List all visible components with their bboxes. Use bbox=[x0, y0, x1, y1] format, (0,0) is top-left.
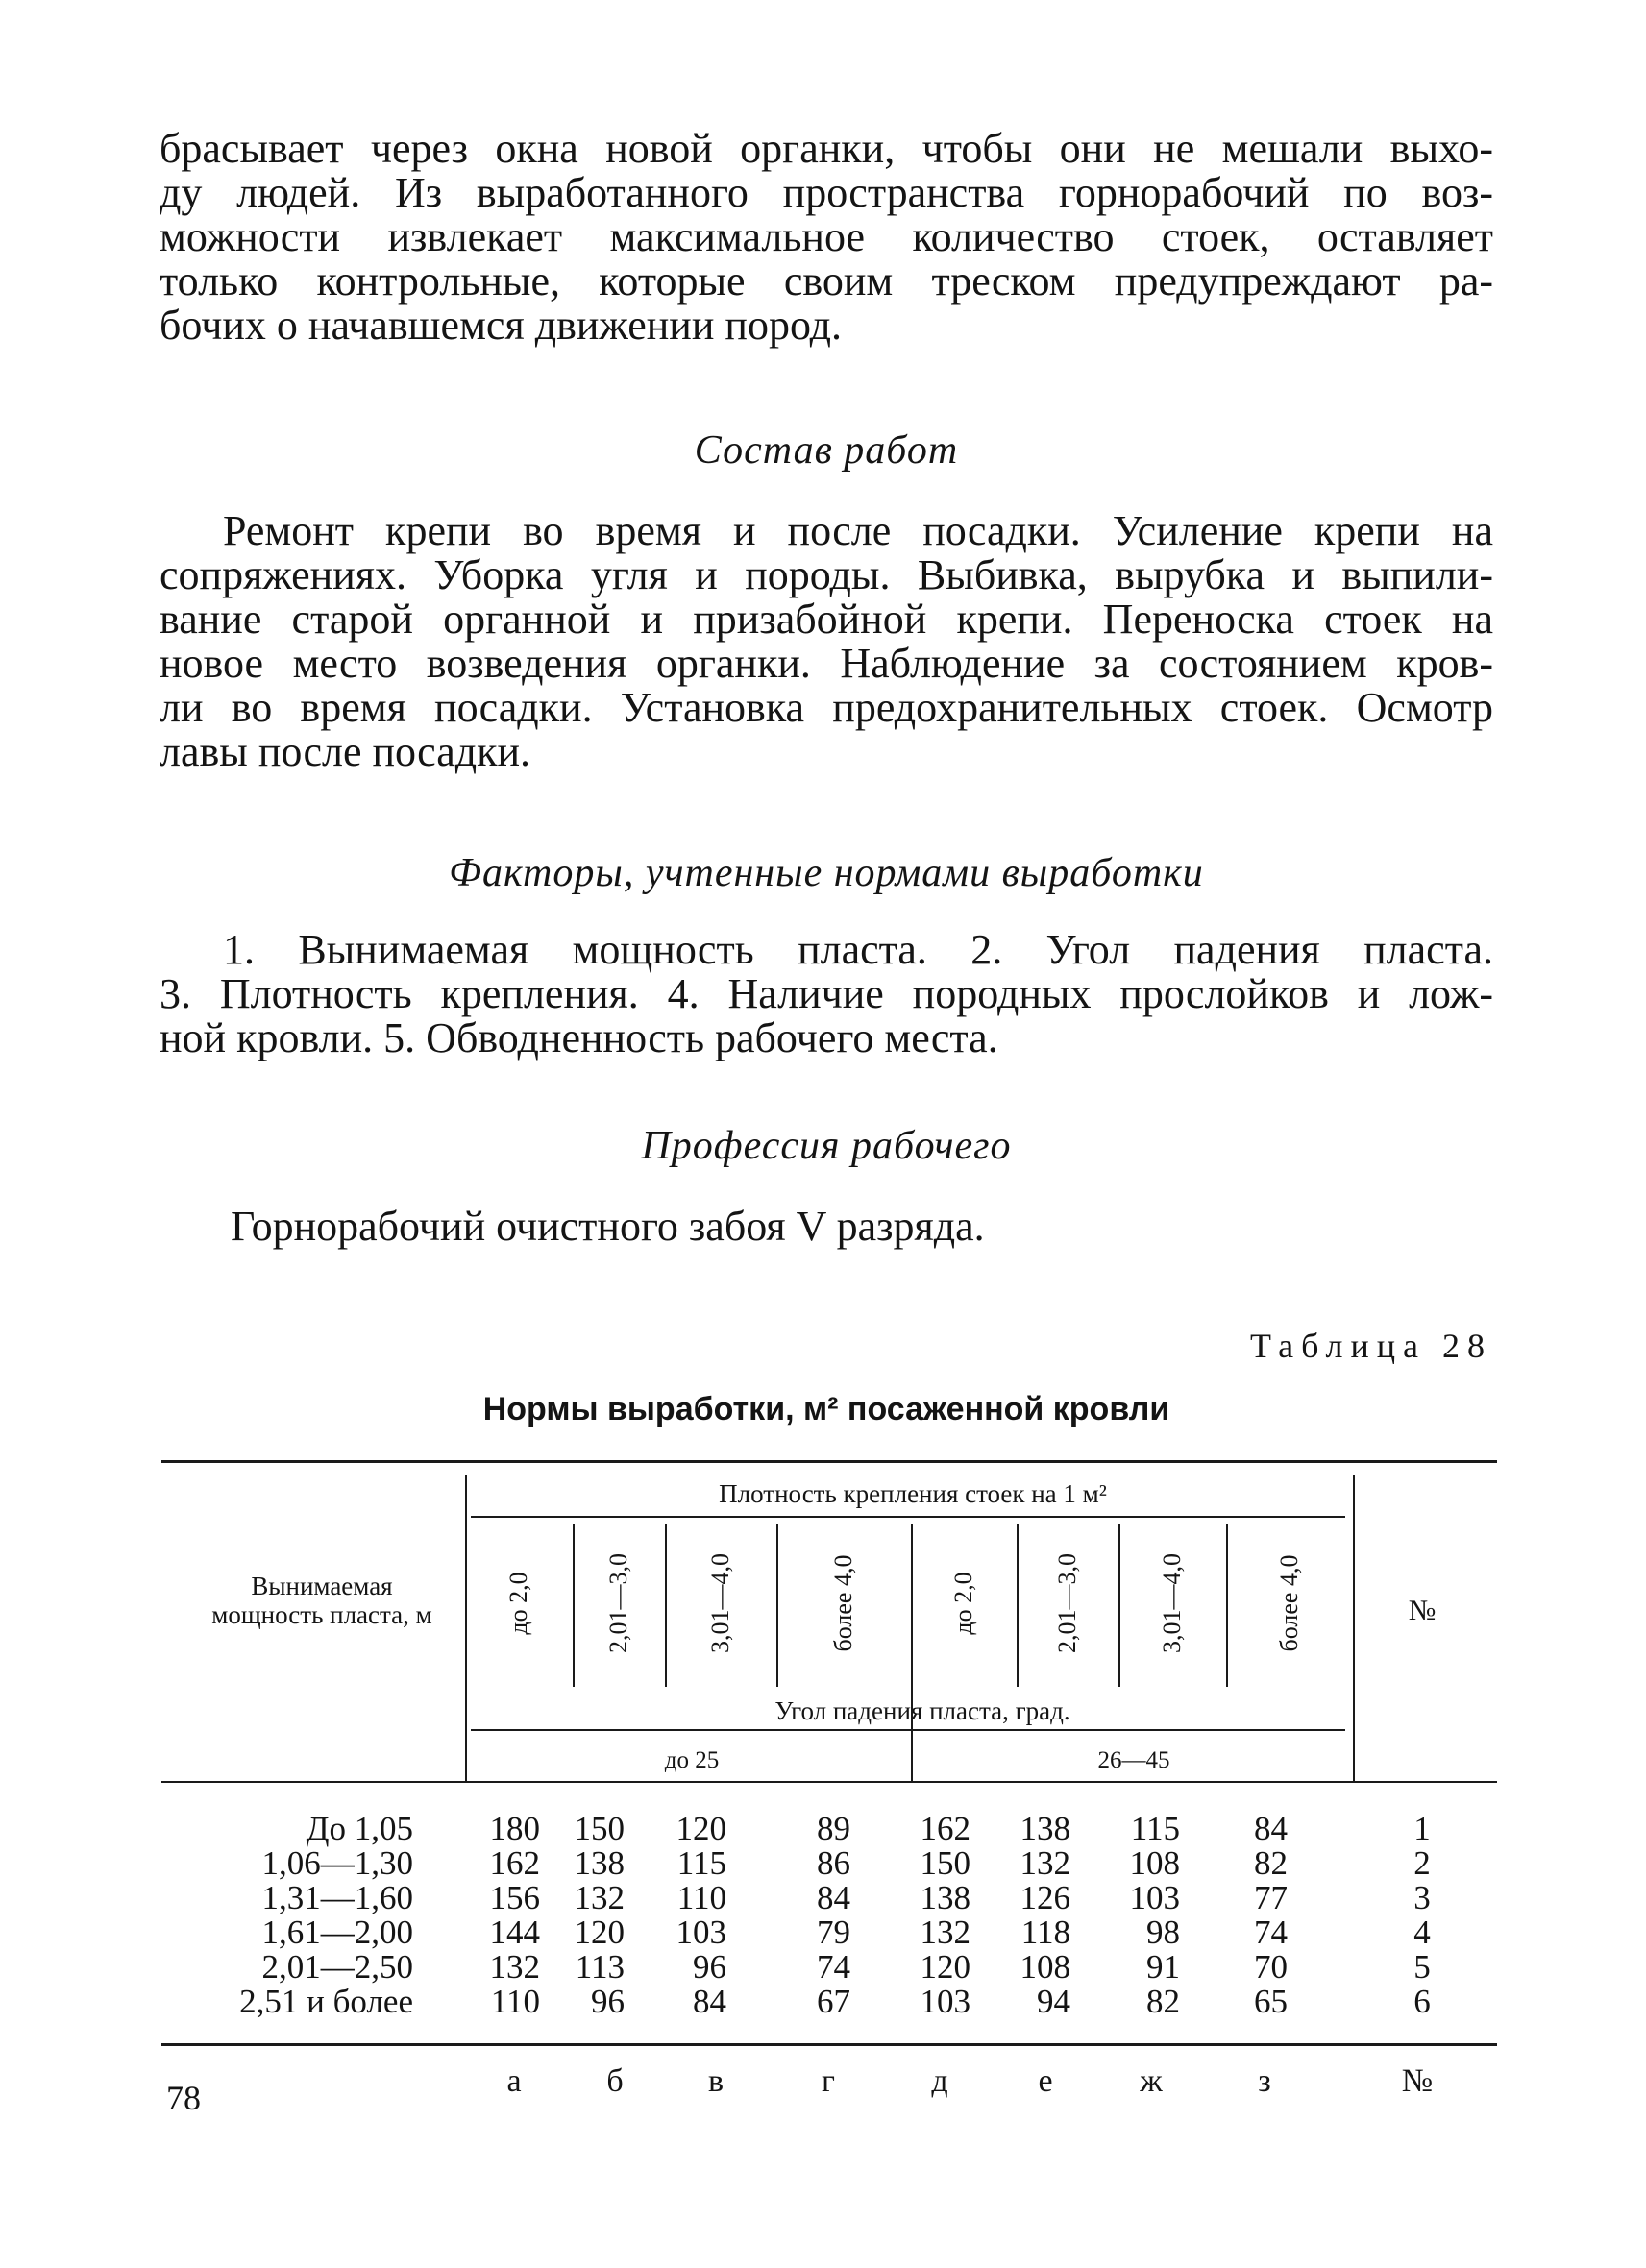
text-line: сопряжениях. Уборка угля и породы. Выбивка, вырубка и выпили- bbox=[160, 551, 1493, 598]
text-line: ли во время посадки. Установка предохранительных стоек. Осмотр bbox=[160, 684, 1493, 731]
density-col-label: до 2,0 bbox=[504, 1572, 532, 1635]
table-cell: 150 bbox=[920, 1844, 970, 1882]
section-heading-work: Состав работ bbox=[694, 428, 959, 473]
col-divider bbox=[911, 1524, 913, 1783]
table-cell: 108 bbox=[1020, 1948, 1070, 1986]
density-col-label: более 4,0 bbox=[829, 1554, 857, 1652]
density-col-label: 3,01—4,0 bbox=[1158, 1553, 1186, 1653]
table-cell: 89 bbox=[817, 1810, 850, 1847]
table-cell: 103 bbox=[1129, 1879, 1180, 1916]
table-title: Нормы выработки, м² посаженной кровли bbox=[482, 1391, 1170, 1427]
table-cell: 74 bbox=[817, 1948, 850, 1986]
table-cell: 115 bbox=[1130, 1810, 1180, 1847]
column-letter: а bbox=[506, 2063, 522, 2099]
table-number: Таблица 28 bbox=[1250, 1327, 1492, 1365]
work-paragraph bbox=[160, 509, 1493, 774]
table-cell: 84 bbox=[1254, 1810, 1288, 1847]
text-line: только контрольные, которые своим треском предупреждают ра- bbox=[160, 257, 1493, 305]
table-row-label: 1,61—2,00 bbox=[261, 1914, 413, 1951]
section-heading-factors: Факторы, учтенные нормами выработки bbox=[449, 851, 1204, 895]
text-line: можности извлекает максимальное количество стоек, оставляет bbox=[160, 213, 1493, 260]
table-row-number: 1 bbox=[1413, 1810, 1431, 1847]
table-cell: 144 bbox=[489, 1914, 540, 1951]
table-cell: 120 bbox=[676, 1810, 726, 1847]
table-cell: 113 bbox=[575, 1948, 625, 1986]
table-cell: 180 bbox=[489, 1810, 540, 1847]
text-line: 1. Вынимаемая мощность пласта. 2. Угол падения пласта. bbox=[223, 926, 1493, 973]
text-line: ной кровли. 5. Обводненность рабочего места. bbox=[160, 1014, 998, 1061]
table-cell: 150 bbox=[574, 1810, 625, 1847]
col-divider bbox=[1226, 1524, 1228, 1687]
col-divider bbox=[1017, 1524, 1019, 1687]
text-line: ду людей. Из выработанного пространства горнорабочий по воз- bbox=[160, 169, 1493, 216]
table-cell: 96 bbox=[591, 1983, 625, 2020]
table-cell: 138 bbox=[574, 1844, 625, 1882]
density-col-label: 2,01—3,0 bbox=[604, 1553, 632, 1653]
table-cell: 84 bbox=[693, 1983, 726, 2020]
column-letter: в bbox=[707, 2063, 725, 2099]
density-col-label: до 2,0 bbox=[949, 1572, 977, 1635]
table-cell: 91 bbox=[1146, 1948, 1180, 1986]
table-row-label: До 1,05 bbox=[306, 1810, 413, 1847]
table-cell: 98 bbox=[1146, 1914, 1180, 1951]
density-col-label: 3,01—4,0 bbox=[706, 1553, 734, 1653]
table-cell: 110 bbox=[676, 1879, 726, 1916]
table-cell: 115 bbox=[676, 1844, 726, 1882]
table-cell: 162 bbox=[489, 1844, 540, 1882]
column-letter: з bbox=[1258, 2063, 1271, 2099]
table-cell: 118 bbox=[1020, 1914, 1070, 1951]
text-line: брасывает через окна новой органки, чтобы они не мешали выхо- bbox=[160, 125, 1493, 172]
table-top-rule bbox=[161, 1460, 1497, 1463]
footer-number-symbol: № bbox=[1401, 2063, 1434, 2099]
column-letter: б bbox=[606, 2063, 624, 2099]
table-cell: 126 bbox=[1020, 1879, 1070, 1916]
table-header-rule bbox=[161, 1781, 1497, 1783]
table-cell: 96 bbox=[693, 1948, 726, 1986]
column-letter: е bbox=[1038, 2063, 1053, 2099]
table-cell: 67 bbox=[817, 1983, 850, 2020]
table-row-number: 4 bbox=[1413, 1914, 1431, 1951]
text-line: Горнорабочий очистного забоя V разряда. bbox=[231, 1203, 985, 1250]
text-line: бочих о начавшемся движении пород. bbox=[160, 302, 843, 349]
table-cell: 138 bbox=[1020, 1810, 1070, 1847]
number-header: № bbox=[1408, 1595, 1437, 1626]
angle-group-1: до 25 bbox=[664, 1747, 720, 1773]
table-row-label: 1,31—1,60 bbox=[261, 1879, 413, 1916]
density-header: Плотность крепления стоек на 1 м² bbox=[719, 1479, 1107, 1508]
table-cell: 132 bbox=[489, 1948, 540, 1986]
table-cell: 65 bbox=[1254, 1983, 1288, 2020]
table-cell: 70 bbox=[1254, 1948, 1288, 1986]
table-row-label: 1,06—1,30 bbox=[261, 1844, 413, 1882]
table-row-label: 2,01—2,50 bbox=[261, 1948, 413, 1986]
col-divider bbox=[1118, 1524, 1120, 1687]
table-cell: 132 bbox=[1020, 1844, 1070, 1882]
text-line: лавы после посадки. bbox=[160, 728, 531, 775]
density-under-rule bbox=[471, 1516, 1345, 1518]
intro-paragraph bbox=[160, 127, 1493, 348]
table-cell: 74 bbox=[1254, 1914, 1288, 1951]
table-cell: 138 bbox=[920, 1879, 970, 1916]
table-cell: 94 bbox=[1037, 1983, 1070, 2020]
column-letter: г bbox=[822, 2063, 835, 2099]
table-row-number: 5 bbox=[1413, 1948, 1431, 1986]
column-letter: д bbox=[931, 2063, 948, 2099]
table-bottom-rule bbox=[161, 2043, 1497, 2046]
col-divider bbox=[776, 1524, 778, 1687]
text-line: Ремонт крепи во время и после посадки. Усиление крепи на bbox=[223, 507, 1493, 554]
column-letter: ж bbox=[1140, 2063, 1163, 2099]
table-cell: 86 bbox=[817, 1844, 850, 1882]
density-col-label: более 4,0 bbox=[1275, 1554, 1303, 1652]
table-cell: 132 bbox=[574, 1879, 625, 1916]
table-cell: 79 bbox=[817, 1914, 850, 1951]
profession-paragraph bbox=[160, 1205, 1493, 1249]
table-row-label: 2,51 и более bbox=[239, 1983, 413, 2020]
table-cell: 120 bbox=[574, 1914, 625, 1951]
table-cell: 84 bbox=[817, 1879, 850, 1916]
table-cell: 108 bbox=[1129, 1844, 1180, 1882]
table-row-number: 2 bbox=[1413, 1844, 1431, 1882]
factors-paragraph bbox=[160, 928, 1493, 1061]
table-row-number: 3 bbox=[1413, 1879, 1431, 1916]
page-number: 78 bbox=[166, 2079, 201, 2117]
angle-under-rule bbox=[471, 1729, 1345, 1731]
table-row-number: 6 bbox=[1413, 1983, 1431, 2020]
table-cell: 103 bbox=[676, 1914, 726, 1951]
table-cell: 110 bbox=[490, 1983, 540, 2020]
table-cell: 82 bbox=[1146, 1983, 1180, 2020]
col-divider bbox=[465, 1475, 467, 1781]
table-cell: 77 bbox=[1254, 1879, 1288, 1916]
table-cell: 156 bbox=[489, 1879, 540, 1916]
angle-group-2: 26—45 bbox=[1097, 1747, 1170, 1773]
table-cell: 132 bbox=[920, 1914, 970, 1951]
table-cell: 103 bbox=[920, 1983, 970, 2020]
row-header: Вынимаемая мощность пласта, м bbox=[211, 1572, 432, 1629]
table-cell: 120 bbox=[920, 1948, 970, 1986]
col-divider bbox=[665, 1524, 667, 1687]
table-cell: 82 bbox=[1254, 1844, 1288, 1882]
col-divider bbox=[1353, 1475, 1355, 1781]
col-divider bbox=[573, 1524, 575, 1687]
text-line: 3. Плотность крепления. 4. Наличие породных прослойков и лож- bbox=[160, 970, 1493, 1017]
angle-header: Угол падения пласта, град. bbox=[774, 1696, 1070, 1725]
table-cell: 162 bbox=[920, 1810, 970, 1847]
text-line: новое место возведения органки. Наблюдение за состоянием кров- bbox=[160, 640, 1493, 687]
density-col-label: 2,01—3,0 bbox=[1053, 1553, 1081, 1653]
section-heading-profession: Профессия рабочего bbox=[641, 1124, 1012, 1168]
text-line: вание старой органной и призабойной крепи. Переноска стоек на bbox=[160, 596, 1493, 643]
